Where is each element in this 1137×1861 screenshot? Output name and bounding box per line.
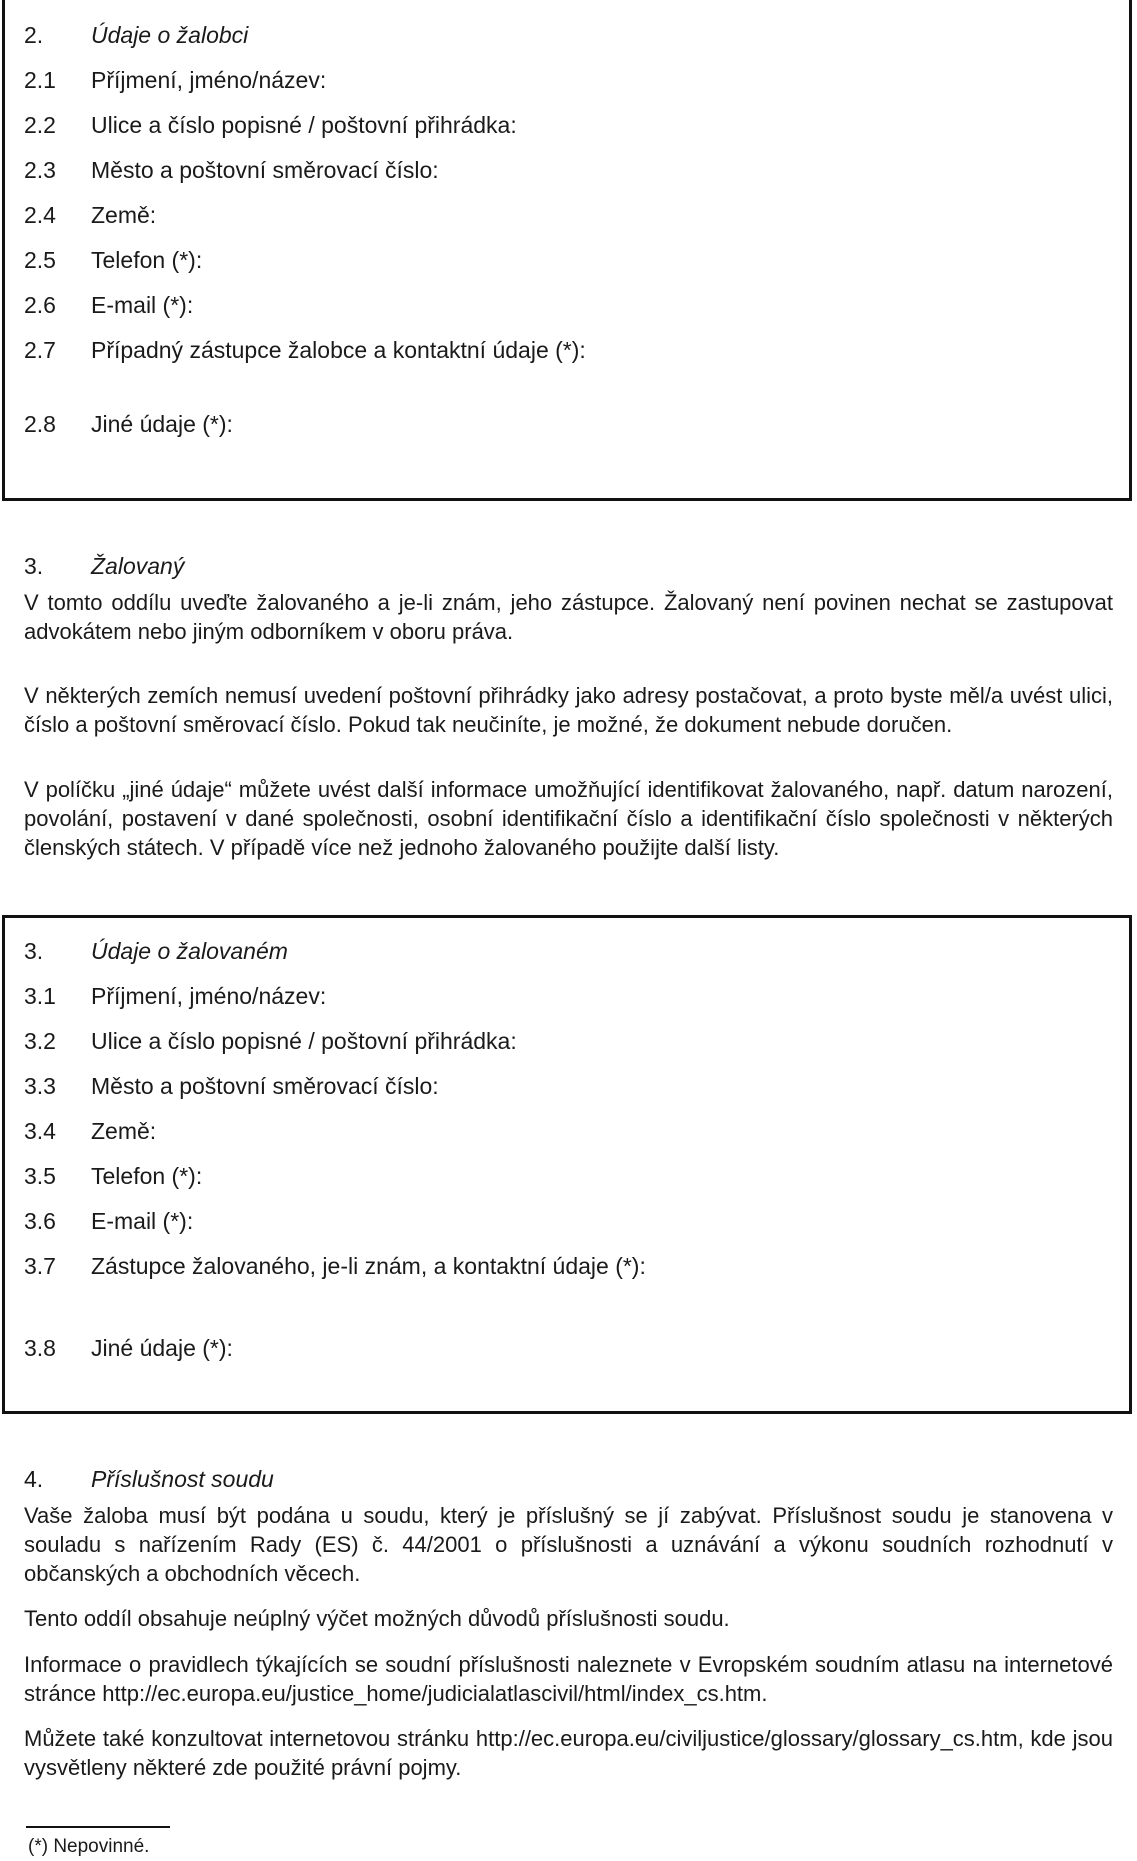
claimant-field-country: 2.4 Země: bbox=[24, 202, 157, 228]
claimant-field-phone: 2.5 Telefon (*): bbox=[24, 247, 203, 273]
defendant-field-phone: 3.5 Telefon (*): bbox=[24, 1163, 203, 1189]
section-title: Žalovaný bbox=[91, 553, 185, 579]
claimant-field-city: 2.3 Město a poštovní směrovací číslo: bbox=[24, 157, 439, 183]
defendant-field-other: 3.8 Jiné údaje (*): bbox=[24, 1335, 233, 1361]
jurisdiction-heading bbox=[24, 1464, 274, 1494]
section-title: Údaje o žalobci bbox=[91, 22, 249, 48]
defendant-section-heading bbox=[24, 936, 288, 966]
claimant-field-surname: 2.1 Příjmení, jméno/název: bbox=[24, 67, 327, 93]
defendant-field-country: 3.4 Země: bbox=[24, 1118, 157, 1144]
section-title: Údaje o žalovaném bbox=[91, 938, 288, 964]
defendant-field-surname: 3.1 Příjmení, jméno/název: bbox=[24, 983, 327, 1009]
defendant-info-paragraph-1: V tomto oddílu uveďte žalovaného a je-li znám, jeho zástupce. Žalovaný není povinen nechat se zastupovat advokátem nebo jiným odborníkem v oboru práva. bbox=[24, 590, 1113, 644]
claimant-field-other: 2.8 Jiné údaje (*): bbox=[24, 411, 233, 437]
defendant-info-paragraph-2: V některých zemích nemusí uvedení poštovní přihrádky jako adresy postačovat, a proto byste měl/a uvést ulici, číslo a poštovní směrovací číslo. Pokud tak neučiníte, je možné, že dokument nebude doručen. bbox=[24, 683, 1113, 737]
section-title: Příslušnost soudu bbox=[91, 1466, 274, 1492]
section-number: 4. bbox=[24, 1466, 44, 1492]
jurisdiction-paragraph-2: Tento oddíl obsahuje neúplný výčet možných důvodů příslušnosti soudu. bbox=[24, 1606, 730, 1631]
defendant-field-street: 3.2 Ulice a číslo popisné / poštovní přihrádka: bbox=[24, 1028, 517, 1054]
claimant-section-heading bbox=[24, 20, 248, 50]
jurisdiction-paragraph-4: Můžete také konzultovat internetovou stránku http://ec.europa.eu/civiljustice/glossary/glossary_cs.htm, kde jsou vysvětleny některé zde použité právní pojmy. bbox=[24, 1726, 1113, 1780]
jurisdiction-paragraph-1: Vaše žaloba musí být podána u soudu, který je příslušný se jí zabývat. Příslušnost soudu je stanovena v souladu s nařízením Rady (ES) č. 44/2001 o příslušnosti a uznávání a výkonu soudních rozhodnutí v občanských a obchodních věcech. bbox=[24, 1503, 1113, 1586]
defendant-info-paragraph-3: V políčku „jiné údaje“ můžete uvést další informace umožňující identifikovat žalovaného, např. datum narození, povolání, postavení v dané společnosti, osobní identifikační číslo a identifikační číslo společnosti v některých členských státech. V případě více než jednoho žalovaného použijte další listy. bbox=[24, 777, 1113, 860]
defendant-field-representative: 3.7 Zástupce žalovaného, je-li znám, a kontaktní údaje (*): bbox=[24, 1253, 646, 1279]
section-number: 2. bbox=[24, 22, 44, 48]
section-number: 3. bbox=[24, 553, 44, 579]
defendant-info-heading bbox=[24, 551, 184, 581]
section-number: 3. bbox=[24, 938, 44, 964]
claimant-field-street: 2.2 Ulice a číslo popisné / poštovní přihrádka: bbox=[24, 112, 517, 138]
footnote: (*) Nepovinné. bbox=[28, 1836, 150, 1857]
claimant-field-representative: 2.7 Případný zástupce žalobce a kontaktní údaje (*): bbox=[24, 337, 586, 363]
claimant-field-email: 2.6 E-mail (*): bbox=[24, 292, 194, 318]
jurisdiction-paragraph-3: Informace o pravidlech týkajících se soudní příslušnosti naleznete v Evropském soudním atlasu na internetové stránce http://ec.europa.eu/justice_home/judicialatlascivil/html/index_cs.htm. bbox=[24, 1652, 1113, 1706]
footnote-separator bbox=[26, 1826, 170, 1828]
defendant-field-city: 3.3 Město a poštovní směrovací číslo: bbox=[24, 1073, 439, 1099]
defendant-field-email: 3.6 E-mail (*): bbox=[24, 1208, 194, 1234]
